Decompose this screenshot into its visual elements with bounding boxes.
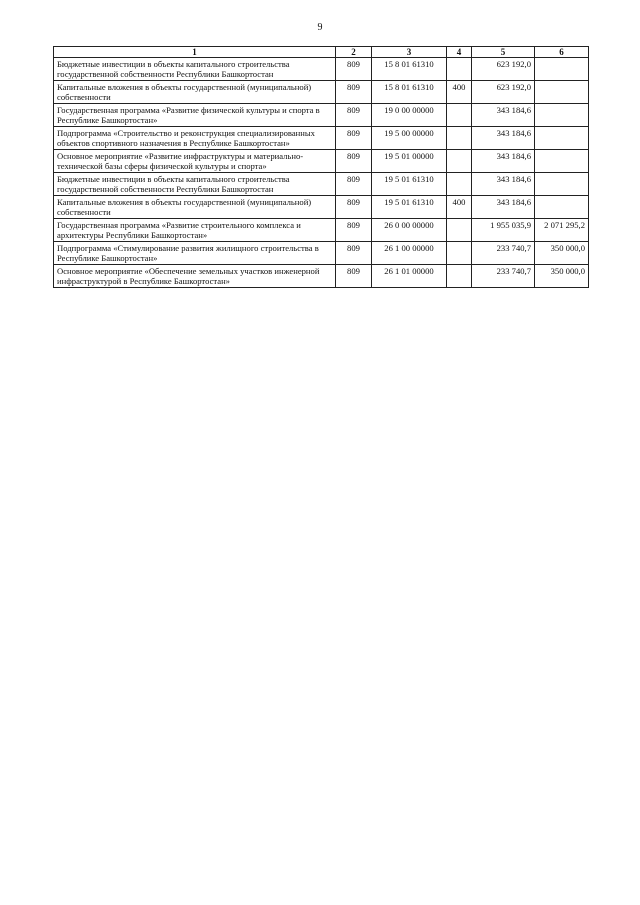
amount-year2-cell — [535, 127, 589, 150]
column-header: 4 — [447, 47, 472, 58]
expense-type-cell — [447, 173, 472, 196]
ministry-code-cell: 809 — [336, 242, 372, 265]
expense-type-cell — [447, 58, 472, 81]
expense-type-cell — [447, 219, 472, 242]
table-row — [54, 58, 589, 81]
amount-year1-cell: 343 184,6 — [472, 127, 535, 150]
target-article-cell: 15 8 01 61310 — [372, 81, 447, 104]
column-header: 6 — [535, 47, 589, 58]
amount-year1-cell: 343 184,6 — [472, 173, 535, 196]
expense-type-cell: 400 — [447, 81, 472, 104]
budget-table — [53, 46, 589, 288]
column-header: 5 — [472, 47, 535, 58]
ministry-code-cell: 809 — [336, 173, 372, 196]
amount-year2-cell — [535, 58, 589, 81]
target-article-cell: 26 1 00 00000 — [372, 242, 447, 265]
expense-type-cell — [447, 127, 472, 150]
expense-type-cell — [447, 150, 472, 173]
amount-year2-cell: 350 000,0 — [535, 265, 589, 288]
amount-year2-cell — [535, 173, 589, 196]
target-article-cell: 15 8 01 61310 — [372, 58, 447, 81]
ministry-code-cell: 809 — [336, 58, 372, 81]
row-name-cell: Основное мероприятие «Обеспечение земельных участков инженерной инфраструктурой в Республике Башкортостан» — [54, 265, 336, 288]
table-row — [54, 127, 589, 150]
table-row — [54, 196, 589, 219]
table-row — [54, 81, 589, 104]
target-article-cell: 19 5 00 00000 — [372, 127, 447, 150]
column-header: 3 — [372, 47, 447, 58]
target-article-cell: 26 1 01 00000 — [372, 265, 447, 288]
expense-type-cell — [447, 242, 472, 265]
row-name-cell: Подпрограмма «Строительство и реконструкция специализированных объектов спортивного назначения в Республике Башкортостан» — [54, 127, 336, 150]
amount-year1-cell: 233 740,7 — [472, 242, 535, 265]
amount-year1-cell: 343 184,6 — [472, 196, 535, 219]
amount-year1-cell: 1 955 035,9 — [472, 219, 535, 242]
target-article-cell: 19 0 00 00000 — [372, 104, 447, 127]
row-name-cell: Бюджетные инвестиции в объекты капитального строительства государственной собственности Республики Башкортостан — [54, 173, 336, 196]
row-name-cell: Бюджетные инвестиции в объекты капитального строительства государственной собственности Республики Башкортостан — [54, 58, 336, 81]
amount-year1-cell: 623 192,0 — [472, 81, 535, 104]
amount-year1-cell: 343 184,6 — [472, 104, 535, 127]
row-name-cell: Основное мероприятие «Развитие инфраструктуры и материально-технической базы сферы физической культуры и спорта» — [54, 150, 336, 173]
ministry-code-cell: 809 — [336, 104, 372, 127]
row-name-cell: Капитальные вложения в объекты государственной (муниципальной) собственности — [54, 196, 336, 219]
target-article-cell: 19 5 01 00000 — [372, 150, 447, 173]
row-name-cell: Капитальные вложения в объекты государственной (муниципальной) собственности — [54, 81, 336, 104]
column-header: 2 — [336, 47, 372, 58]
amount-year1-cell: 623 192,0 — [472, 58, 535, 81]
ministry-code-cell: 809 — [336, 219, 372, 242]
ministry-code-cell: 809 — [336, 81, 372, 104]
expense-type-cell: 400 — [447, 196, 472, 219]
table-row — [54, 265, 589, 288]
target-article-cell: 19 5 01 61310 — [372, 173, 447, 196]
amount-year2-cell: 2 071 295,2 — [535, 219, 589, 242]
expense-type-cell — [447, 265, 472, 288]
ministry-code-cell: 809 — [336, 150, 372, 173]
table-row — [54, 150, 589, 173]
page-number: 9 — [317, 22, 323, 33]
row-name-cell: Государственная программа «Развитие физической культуры и спорта в Республике Башкортостан» — [54, 104, 336, 127]
row-name-cell: Государственная программа «Развитие строительного комплекса и архитектуры Республики Башкортостан» — [54, 219, 336, 242]
amount-year2-cell — [535, 81, 589, 104]
amount-year2-cell — [535, 104, 589, 127]
amount-year1-cell: 233 740,7 — [472, 265, 535, 288]
table-body — [54, 58, 589, 288]
ministry-code-cell: 809 — [336, 127, 372, 150]
amount-year2-cell: 350 000,0 — [535, 242, 589, 265]
table-header-row — [54, 47, 589, 58]
amount-year1-cell: 343 184,6 — [472, 150, 535, 173]
expense-type-cell — [447, 104, 472, 127]
ministry-code-cell: 809 — [336, 265, 372, 288]
table-row — [54, 104, 589, 127]
table-row — [54, 242, 589, 265]
target-article-cell: 26 0 00 00000 — [372, 219, 447, 242]
column-header: 1 — [54, 47, 336, 58]
table-row — [54, 219, 589, 242]
row-name-cell: Подпрограмма «Стимулирование развития жилищного строительства в Республике Башкортостан» — [54, 242, 336, 265]
amount-year2-cell — [535, 150, 589, 173]
amount-year2-cell — [535, 196, 589, 219]
target-article-cell: 19 5 01 61310 — [372, 196, 447, 219]
table-row — [54, 173, 589, 196]
ministry-code-cell: 809 — [336, 196, 372, 219]
